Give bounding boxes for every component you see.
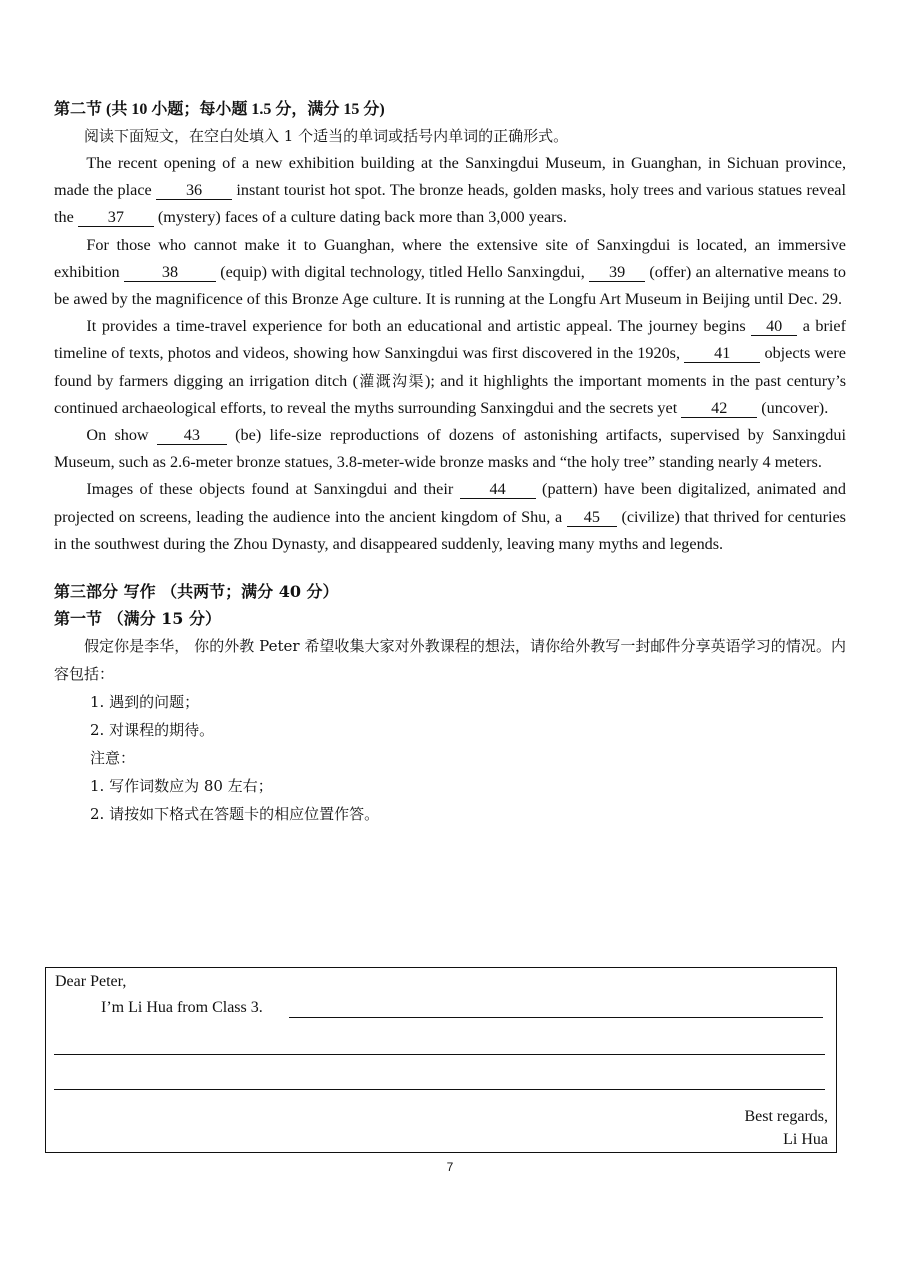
section2-heading: 第二节 (共 10 小题；每小题 1.5 分，满分 15 分) — [54, 101, 385, 118]
letter-intro: I’m Li Hua from Class 3. — [101, 999, 263, 1016]
part3-sub-heading: 第一节 （满分 15 分） — [54, 609, 221, 629]
writing-prompt: 假定你是李华， 你的外教 Peter 希望收集大家对外教课程的想法，请你给外教写一封邮件分享英语学习的情况。内容包括： — [54, 637, 846, 684]
note-2: 2. 请按如下格式在答题卡的相应位置作答。 — [90, 805, 380, 824]
note-label: 注意： — [90, 749, 136, 768]
writing-item-1: 1. 遇到的问题； — [90, 693, 200, 712]
writing-item-2: 2. 对课程的期待。 — [90, 721, 215, 740]
passage-text: For those who cannot make it to Guanghan, where the extensive site of Sanxingdui is located, an immersive exhibition — [54, 235, 846, 281]
passage-text: (offer) an alternative means to be awed by the magnificence of this Bronze Age culture. It is running at the Longfu Art Museum in Beijing until Dec. 29. — [54, 262, 846, 309]
passage-text: (be) life-size reproductions of dozens of astonishing artifacts, supervised by Sanxingdui Museum, such as 2.6-meter bronze statues, 3.8-meter-wide bronze masks and “the holy tree” standing nearly 4 meters. — [54, 426, 846, 472]
passage-text-chinese: 灌溉沟渠 — [358, 371, 425, 390]
exam-page — [54, 96, 846, 828]
passage-text: It provides a time-travel experience for both an educational and artistic appeal. The journey begins — [86, 317, 752, 336]
passage-text: (equip) with digital technology, titled Hello Sanxingdui, — [215, 262, 590, 281]
page-number: 7 — [446, 1160, 454, 1174]
letter-answer-box — [45, 967, 837, 1153]
passage-paragraph-1 — [54, 150, 846, 232]
blank-45: 45 — [567, 508, 617, 527]
blank-38: 38 — [124, 263, 216, 282]
passage-text: (pattern) have been digitalized, animated and projected on screens, leading the audience into the ancient kingdom of Shu, a — [54, 480, 846, 526]
passage-text: ); and it highlights the important moments in the past century’s continued archaeological efforts, to reveal the myths surrounding Sanxingdui and the secrets yet — [54, 371, 846, 417]
passage-paragraph-2 — [54, 232, 846, 314]
passage-text: The recent opening of a new exhibition building at the Sanxingdui Museum, in Guanghan, in Sichuan province, made the place — [54, 154, 846, 200]
section2-instruction: 阅读下面短文，在空白处填入 1 个适当的单词或括号内单词的正确形式。 — [84, 127, 569, 145]
passage-text: a brief timeline of texts, photos and videos, showing how Sanxingdui was first discovered in the 1920s, — [54, 317, 846, 363]
writing-line — [54, 1089, 825, 1090]
passage-text: (mystery) faces of a culture dating back more than 3,000 years. — [153, 208, 567, 227]
passage-paragraph-5 — [54, 476, 846, 558]
blank-41: 41 — [684, 344, 760, 363]
part3-heading: 第三部分 写作 （共两节；满分 40 分） — [54, 582, 339, 602]
passage-paragraph-4 — [54, 422, 846, 476]
letter-signature: Li Hua — [783, 1131, 828, 1148]
passage-text: On show — [86, 426, 157, 445]
writing-line — [54, 1054, 825, 1055]
passage-text: (civilize) that thrived for centuries in the southwest during the Zhou Dynasty, and disappeared suddenly, leaving many myths and legends. — [54, 507, 846, 553]
letter-greeting: Dear Peter, — [55, 973, 127, 990]
passage-text: objects were found by farmers digging an irrigation ditch ( — [54, 344, 846, 390]
blank-44: 44 — [460, 480, 536, 499]
passage-text: instant tourist hot spot. The bronze heads, golden masks, holy trees and various statues reveal the — [54, 181, 846, 227]
writing-line — [289, 1017, 823, 1018]
letter-closing: Best regards, — [744, 1108, 828, 1125]
note-1: 1. 写作词数应为 80 左右； — [90, 777, 273, 796]
passage-paragraph-3 — [54, 313, 846, 422]
passage-text: Images of these objects found at Sanxingdui and their — [86, 480, 460, 499]
blank-42: 42 — [681, 399, 757, 418]
blank-43: 43 — [157, 426, 227, 445]
blank-39: 39 — [589, 263, 645, 282]
blank-37: 37 — [78, 208, 154, 227]
blank-40: 40 — [751, 317, 797, 336]
blank-36: 36 — [156, 181, 232, 200]
passage-text: (uncover). — [757, 398, 829, 417]
